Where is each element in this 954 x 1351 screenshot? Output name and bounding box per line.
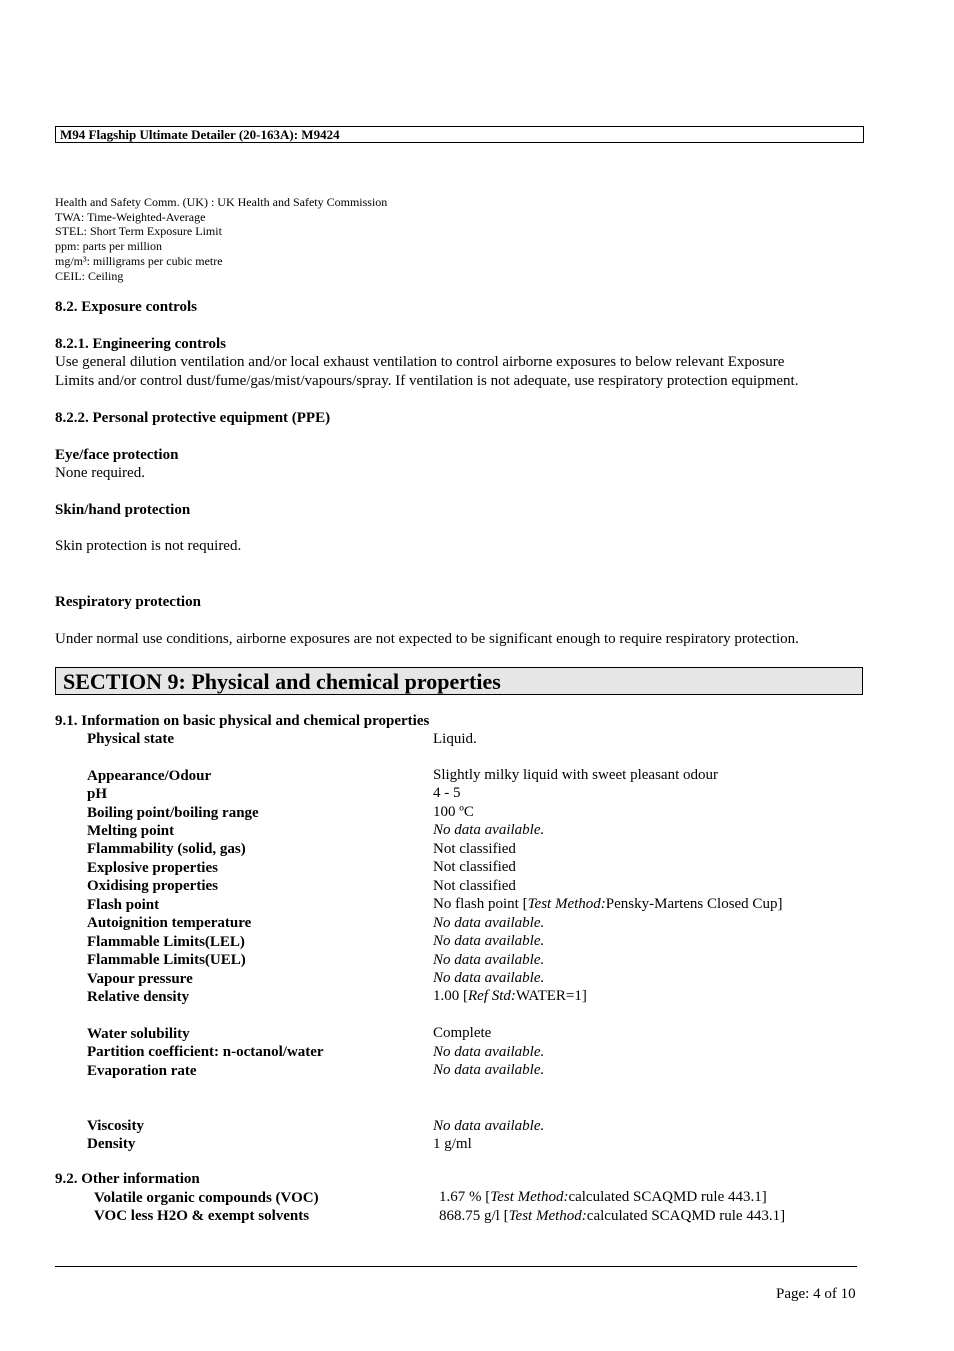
prop-value-lel: No data available. [433, 933, 545, 949]
respiratory-protection-text: Under normal use conditions, airborne exposures are not expected to be significant enough to require respiratory protection. [55, 631, 799, 647]
prop-value-relative-density: 1.00 [Ref Std:WATER=1] [433, 988, 587, 1004]
prop-value-vapour-pressure: No data available. [433, 970, 545, 986]
prop-label-autoignition: Autoignition temperature [87, 915, 252, 931]
prop-label-flash-point: Flash point [87, 897, 160, 913]
respiratory-protection-heading: Respiratory protection [55, 594, 201, 610]
prop-label-partition-coefficient: Partition coefficient: n-octanol/water [87, 1044, 324, 1060]
prop-value-uel: No data available. [433, 952, 545, 968]
prop-label-water-solubility: Water solubility [87, 1026, 190, 1042]
heading-9-1: 9.1. Information on basic physical and chemical properties [55, 713, 430, 729]
prop-label-relative-density: Relative density [87, 989, 190, 1005]
prop-label-boiling-point: Boiling point/boiling range [87, 805, 259, 821]
prop-label-density: Density [87, 1136, 136, 1152]
prop-value-melting-point: No data available. [433, 822, 545, 838]
prop-value-water-solubility: Complete [433, 1025, 492, 1041]
abbreviation-ppm: ppm: parts per million [55, 239, 162, 253]
abbreviation-mgm3: mg/m³: milligrams per cubic metre [55, 254, 223, 268]
prop-value-evaporation-rate: No data available. [433, 1062, 545, 1078]
prop-label-viscosity: Viscosity [87, 1118, 144, 1134]
voc-less-value: 868.75 g/l [Test Method:calculated SCAQMD rule 443.1] [439, 1208, 786, 1224]
prop-label-uel: Flammable Limits(UEL) [87, 952, 246, 968]
prop-value-boiling-point: 100 ºC [433, 804, 474, 820]
prop-label-physical-state: Physical state [87, 731, 175, 747]
prop-value-autoignition: No data available. [433, 915, 545, 931]
prop-value-ph: 4 - 5 [433, 785, 461, 801]
section-9-title: SECTION 9: Physical and chemical properties [55, 667, 863, 695]
prop-label-appearance: Appearance/Odour [87, 768, 212, 784]
eye-protection-heading: Eye/face protection [55, 447, 179, 463]
prop-value-appearance: Slightly milky liquid with sweet pleasant odour [433, 767, 718, 783]
voc-less-label: VOC less H2O & exempt solvents [94, 1208, 310, 1224]
prop-label-evaporation-rate: Evaporation rate [87, 1063, 197, 1079]
heading-8-2-2: 8.2.2. Personal protective equipment (PPE) [55, 410, 331, 426]
prop-label-melting-point: Melting point [87, 823, 175, 839]
prop-label-lel: Flammable Limits(LEL) [87, 934, 245, 950]
page-number: Page: 4 of 10 [776, 1286, 856, 1302]
prop-label-ph: pH [87, 786, 108, 802]
heading-8-2-1: 8.2.1. Engineering controls [55, 336, 226, 352]
prop-value-physical-state: Liquid. [433, 731, 477, 747]
eye-protection-text: None required. [55, 465, 145, 481]
engineering-controls-text-1: Use general dilution ventilation and/or local exhaust ventilation to control airborne exposures to below relevant Exposure [55, 354, 785, 370]
abbreviation-twa: TWA: Time-Weighted-Average [55, 210, 206, 224]
prop-value-partition-coefficient: No data available. [433, 1044, 545, 1060]
skin-protection-text: Skin protection is not required. [55, 538, 242, 554]
voc-value: 1.67 % [Test Method:calculated SCAQMD rule 443.1] [439, 1189, 767, 1205]
abbreviation-ceil: CEIL: Ceiling [55, 269, 124, 283]
heading-8-2: 8.2. Exposure controls [55, 299, 197, 315]
prop-value-flash-point: No flash point [Test Method:Pensky-Martens Closed Cup] [433, 896, 783, 912]
voc-label: Volatile organic compounds (VOC) [94, 1190, 319, 1206]
prop-value-density: 1 g/ml [433, 1136, 472, 1152]
abbreviation-stel: STEL: Short Term Exposure Limit [55, 224, 222, 238]
prop-value-oxidising: Not classified [433, 878, 516, 894]
document-header-title: M94 Flagship Ultimate Detailer (20-163A): M9424 [55, 126, 864, 143]
prop-label-vapour-pressure: Vapour pressure [87, 971, 193, 987]
prop-label-oxidising: Oxidising properties [87, 878, 218, 894]
prop-value-viscosity: No data available. [433, 1118, 545, 1134]
footer-divider [55, 1266, 857, 1267]
prop-value-flammability: Not classified [433, 841, 516, 857]
prop-value-explosive: Not classified [433, 859, 516, 875]
abbreviation-hsc: Health and Safety Comm. (UK) : UK Health and Safety Commission [55, 195, 388, 209]
prop-label-flammability: Flammability (solid, gas) [87, 841, 246, 857]
skin-protection-heading: Skin/hand protection [55, 502, 191, 518]
engineering-controls-text-2: Limits and/or control dust/fume/gas/mist/vapours/spray. If ventilation is not adequate, use respiratory protection equipment. [55, 373, 799, 389]
heading-9-2: 9.2. Other information [55, 1171, 200, 1187]
prop-label-explosive: Explosive properties [87, 860, 218, 876]
